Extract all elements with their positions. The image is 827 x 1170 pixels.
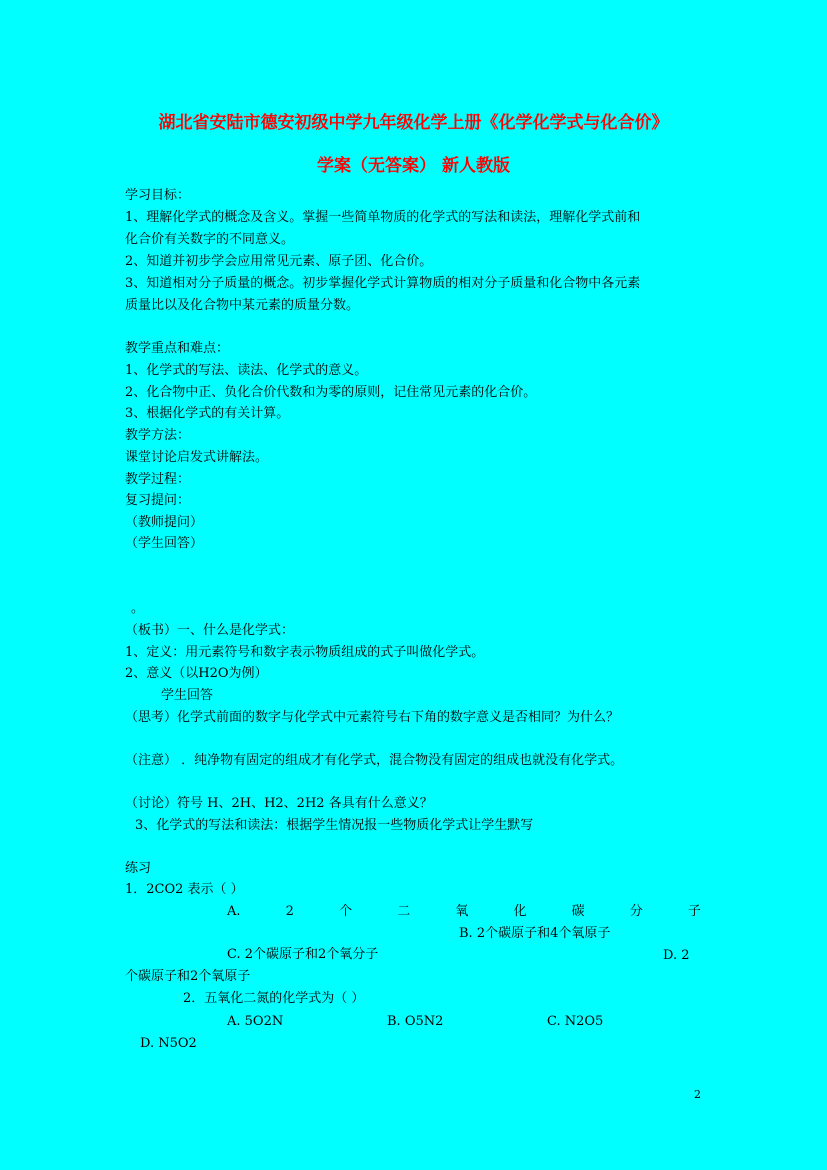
q1-option-c: C. 2个碳原子和2个氧分子 bbox=[227, 947, 379, 962]
q1-option-b: B. 2个碳原子和4个氧原子 bbox=[459, 926, 611, 941]
writing-reading: 3、化学式的写法和读法：根据学生情况报一些物质化学式让学生默写 bbox=[135, 818, 534, 833]
doc-title-line-1: 湖北省安陆市德安初级中学九年级化学上册《化学化学式与化合价》 bbox=[158, 113, 669, 133]
q1-a-char: 碳 bbox=[571, 904, 585, 919]
q1-a-char: A. bbox=[227, 904, 241, 919]
key-point-3: 3、根据化学式的有关计算。 bbox=[125, 406, 290, 421]
objective-2: 2、知道并初步学会应用常见元素、原子团、化合价。 bbox=[125, 254, 433, 269]
heading-method: 教学方法： bbox=[125, 428, 191, 443]
q1-a-char: 化 bbox=[513, 904, 527, 919]
heading-objectives: 学习目标： bbox=[125, 188, 191, 203]
q1-a-char: 子 bbox=[687, 904, 701, 919]
objective-3-cont: 质量比以及化合物中某元素的质量分数。 bbox=[125, 298, 360, 313]
q1-a-char: 氧 bbox=[455, 904, 469, 919]
q1-option-d-cont: 个碳原子和2个氧原子 bbox=[125, 969, 251, 984]
q1-a-char: 二 bbox=[397, 904, 411, 919]
page-number: 2 bbox=[694, 1088, 701, 1101]
student-answers: （学生回答） bbox=[125, 536, 204, 551]
student-answer: 学生回答 bbox=[161, 688, 214, 703]
doc-title-line-2: 学案（无答案） 新人教版 bbox=[317, 156, 510, 176]
key-point-2: 2、化合物中正、负化合价代数和为零的原则，记住常见元素的化合价。 bbox=[125, 385, 537, 400]
objective-1: 1、理解化学式的概念及含义。掌握一些简单物质的化学式的写法和读法，理解化学式前和 bbox=[125, 210, 641, 225]
q2-option-d: D. N5O2 bbox=[140, 1036, 197, 1051]
meaning: 2、意义（以H2O为例） bbox=[125, 666, 268, 681]
definition: 1、定义：用元素符号和数字表示物质组成的式子叫做化学式。 bbox=[125, 645, 485, 660]
period-mark: 。 bbox=[131, 601, 145, 616]
method-text: 课堂讨论启发式讲解法。 bbox=[125, 450, 269, 465]
heading-key-points: 教学重点和难点： bbox=[125, 341, 230, 356]
q2-option-a: A. 5O2N bbox=[227, 1014, 284, 1029]
note: （注意） ．纯净物有固定的组成才有化学式，混合物没有固定的组成也就没有化学式。 bbox=[125, 753, 624, 768]
heading-practice: 练习 bbox=[125, 861, 152, 876]
q1-a-char: 分 bbox=[629, 904, 643, 919]
objective-3: 3、知道相对分子质量的概念。初步掌握化学式计算物质的相对分子质量和化合物中各元素 bbox=[125, 276, 641, 291]
discussion: （讨论）符号 H、2H、H2、2H2 各具有什么意义？ bbox=[125, 796, 433, 811]
q2-option-c: C. N2O5 bbox=[547, 1014, 604, 1029]
objective-1-cont: 化合价有关数字的不同意义。 bbox=[125, 232, 295, 247]
q1-a-char: 2 bbox=[285, 904, 294, 919]
q1-option-d-label: D. 2 bbox=[663, 948, 690, 963]
question-1-stem: 1．2CO2 表示（ ） bbox=[125, 882, 244, 897]
teacher-asks: （教师提问） bbox=[125, 515, 204, 530]
thinking-question: （思考）化学式前面的数字与化学式中元素符号右下角的数字意义是否相同？为什么？ bbox=[125, 710, 620, 725]
q1-a-char: 个 bbox=[339, 904, 353, 919]
q1-option-a bbox=[227, 902, 701, 922]
board-heading: （板书）一、什么是化学式： bbox=[125, 623, 295, 638]
key-point-1: 1、化学式的写法、读法、化学式的意义。 bbox=[125, 363, 368, 378]
review-questions: 复习提问： bbox=[125, 493, 191, 508]
question-2-stem: 2．五氧化二氮的化学式为（ ） bbox=[183, 991, 365, 1006]
heading-process: 教学过程： bbox=[125, 472, 191, 487]
q2-option-b: B. O5N2 bbox=[387, 1014, 444, 1029]
